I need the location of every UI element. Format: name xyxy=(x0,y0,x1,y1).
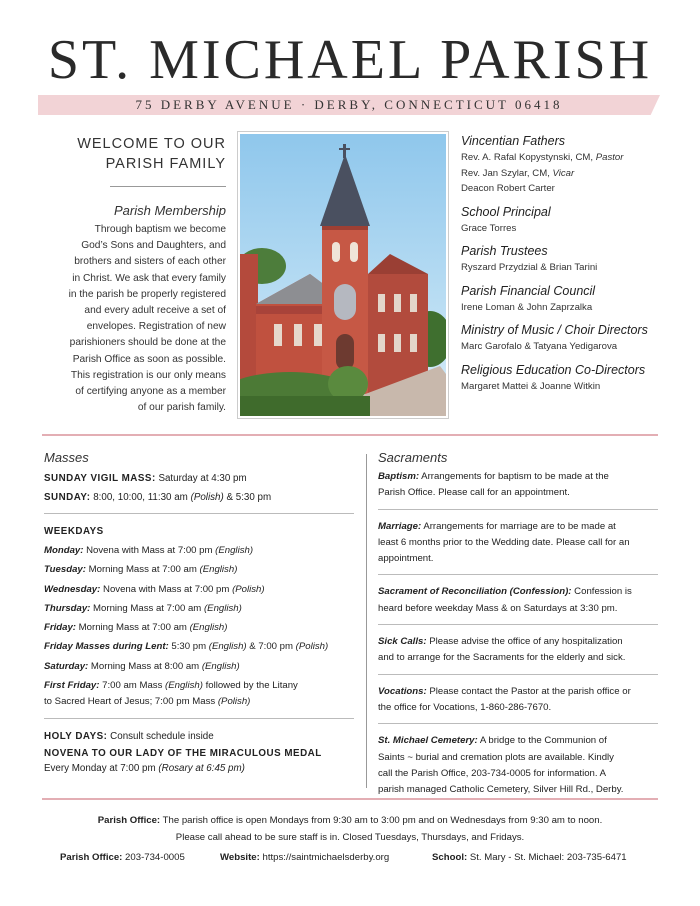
membership-line: in the parish be properly registered xyxy=(68,288,226,300)
membership-line: envelopes. Registration of new xyxy=(86,321,226,333)
weekday-day: Wednesday: xyxy=(44,583,101,595)
welcome-heading xyxy=(60,134,226,174)
sacrament-text: parish managed Catholic Cemetery, Silver Hill Rd., Derby. xyxy=(378,784,624,796)
staff-member-name: Margaret Mattei & Joanne Witkin xyxy=(461,380,601,392)
section-divider xyxy=(42,434,658,436)
staff-member xyxy=(461,221,691,237)
sacrament-line xyxy=(378,535,658,551)
membership-line: Parish Office as soon as possible. xyxy=(72,353,226,365)
staff-member-name: Deacon Robert Carter xyxy=(461,183,555,194)
staff-member xyxy=(461,260,691,276)
divider xyxy=(378,574,658,575)
sacrament-line xyxy=(378,485,658,501)
sacrament-line xyxy=(378,584,658,600)
novena-schedule: Every Monday at 7:00 pm (Rosary at 6:45 pm) xyxy=(44,763,245,775)
staff-member xyxy=(461,339,691,355)
staff-group-title: Ministry of Music / Choir Directors xyxy=(461,323,648,337)
sacrament-line xyxy=(378,551,658,567)
weekday-text: Novena with Mass at 7:00 pm xyxy=(100,583,233,595)
welcome-heading-line1: WELCOME TO OUR xyxy=(77,136,226,152)
weekday-mass xyxy=(44,560,354,579)
weekday-mass xyxy=(44,618,354,637)
membership-line: in Christ. We ask that every family xyxy=(72,272,226,284)
holy-days: HOLY DAYS: Consult schedule inside xyxy=(44,731,214,743)
website-link[interactable]: Website: https://saintmichaelsderby.org xyxy=(220,852,390,863)
sacrament-line xyxy=(378,650,658,666)
weekday-text: Morning Mass at 8:00 am xyxy=(88,660,202,672)
staff-member-name: Rev. Jan Szylar, CM, xyxy=(461,167,553,179)
weekday-lang: (English) xyxy=(215,545,254,556)
weekday-day: Saturday: xyxy=(44,660,89,672)
parish-title: ST. MICHAEL PARISH xyxy=(47,29,653,91)
sunday-masses: SUNDAY: 8:00, 10:00, 11:30 am (Polish) & 5:30 pm xyxy=(44,492,272,503)
divider xyxy=(44,718,354,719)
column-divider xyxy=(366,454,367,788)
membership-line: Through baptism we become xyxy=(94,224,226,235)
membership-line: God’s Sons and Daughters, and xyxy=(81,240,226,252)
weekday-mass xyxy=(44,637,354,656)
sacraments-list xyxy=(378,469,658,798)
membership-line: brothers and sisters of each other xyxy=(74,256,226,268)
sacrament-line xyxy=(378,782,658,798)
sacrament-text: the office for Vocations, 1-860-286-7670. xyxy=(378,701,552,713)
first-friday: First Friday: 7:00 am Mass (English) followed by the Litany xyxy=(44,680,298,692)
masses-section xyxy=(44,450,354,776)
staff-member-name: Ryszard Przydzial & Brian Tarini xyxy=(461,262,598,273)
sacrament-line xyxy=(378,601,658,617)
office-phone: Parish Office: 203-734-0005 xyxy=(60,852,185,863)
membership-title: Parish Membership xyxy=(114,203,226,218)
staff-group-title: Parish Financial Council xyxy=(461,283,596,298)
sacrament-text: appointment. xyxy=(378,553,434,565)
staff-member xyxy=(461,166,691,182)
sacrament-text: Saints ~ burial and cremation plots are available. Kindly xyxy=(378,751,614,763)
staff-group xyxy=(461,322,691,355)
staff-group xyxy=(461,133,691,197)
sacrament-item xyxy=(378,519,658,568)
sacraments-section xyxy=(378,450,658,798)
sacrament-key: St. Michael Cemetery: xyxy=(378,735,478,747)
weekday-day: Tuesday: xyxy=(44,564,86,576)
sacrament-line xyxy=(378,684,658,700)
weekday-list xyxy=(44,541,354,676)
divider xyxy=(110,186,226,187)
weekday-text: Novena with Mass at 7:00 pm xyxy=(83,545,216,556)
weekday-text: 5:30 pm xyxy=(168,641,209,653)
weekday-lang: (English) xyxy=(203,602,242,614)
sacrament-item xyxy=(378,584,658,617)
sacrament-line xyxy=(378,700,658,716)
staff-member xyxy=(461,150,691,166)
sacrament-line xyxy=(378,634,658,650)
divider xyxy=(378,674,658,675)
staff-member xyxy=(461,181,691,197)
staff-group-title: Vincentian Fathers xyxy=(461,134,565,148)
divider xyxy=(44,513,354,514)
weekday-mass xyxy=(44,580,354,599)
staff-group xyxy=(461,283,691,316)
membership-line: of certifying anyone as a member xyxy=(75,386,226,398)
sacrament-key: Sacrament of Reconciliation (Confession): xyxy=(378,586,572,598)
sacrament-item xyxy=(378,684,658,717)
sacraments-heading: Sacraments xyxy=(378,450,448,465)
weekday-mass xyxy=(44,657,354,676)
staff-member xyxy=(461,379,691,395)
sacrament-line xyxy=(378,519,658,535)
sacrament-item xyxy=(378,634,658,667)
sacrament-line xyxy=(378,733,658,749)
first-friday-line2: to Sacred Heart of Jesus; 7:00 pm Mass (Polish) xyxy=(44,696,251,708)
staff-member-role: Pastor xyxy=(595,152,624,163)
staff-member-name: Grace Torres xyxy=(461,222,517,234)
staff-group-title: Religious Education Co-Directors xyxy=(461,362,646,377)
staff-group xyxy=(461,362,691,395)
sacrament-text: least 6 months prior to the Wedding date. Please call for an xyxy=(378,536,630,548)
weekday-day: Monday: xyxy=(44,545,84,556)
weekday-day: Friday Masses during Lent: xyxy=(44,641,169,653)
staff-member-name: Rev. A. Rafal Kopystynski, CM, xyxy=(461,152,596,163)
weekday-lang2: (Polish) xyxy=(295,641,329,653)
sacrament-line xyxy=(378,766,658,782)
sacrament-text: Arrangements for marriage are to be made at xyxy=(421,520,616,532)
weekday-lang: (English) xyxy=(199,564,238,576)
weekday-lang: (Polish) xyxy=(232,583,265,595)
staff-group xyxy=(461,204,691,237)
sacrament-line xyxy=(378,469,658,485)
sunday-vigil: SUNDAY VIGIL MASS: Saturday at 4:30 pm xyxy=(44,473,247,484)
weekday-lang: (English) xyxy=(189,622,228,634)
staff-group xyxy=(461,243,691,276)
staff-group-title: Parish Trustees xyxy=(461,244,548,258)
weekday-text: Morning Mass at 7:00 am xyxy=(90,602,204,614)
sacrament-text: A bridge to the Communion of xyxy=(477,735,607,747)
section-divider xyxy=(42,798,658,800)
weekday-mass xyxy=(44,599,354,618)
sacrament-item xyxy=(378,469,658,502)
staff-member-role: Vicar xyxy=(552,167,575,179)
staff-group-title: School Principal xyxy=(461,204,551,219)
sacrament-text: Please contact the Pastor at the parish office or xyxy=(426,685,631,697)
sacrament-text: Please advise the office of any hospitalization xyxy=(426,636,623,648)
sacrament-text: Confession is xyxy=(571,586,632,598)
church-photo xyxy=(240,134,446,416)
weekday-text: Morning Mass at 7:00 am xyxy=(85,564,200,576)
weekday-day: Thursday: xyxy=(44,602,91,614)
membership-line: This registration is our only means xyxy=(70,369,226,381)
school-phone: School: St. Mary - St. Michael: 203-735-6471 xyxy=(432,852,627,863)
office-hours: Parish Office: The parish office is open Mondays from 9:30 am to 3:00 pm and on Wednesdays from 9:30 am to noon. Please call ahead to be sure staff is in. Closed Tuesdays, Thursdays, and Fridays. xyxy=(97,815,603,843)
parish-address: 75 DERBY AVENUE · DERBY, CONNECTICUT 06418 xyxy=(135,97,563,112)
weekday-text: Morning Mass at 7:00 am xyxy=(76,622,190,634)
sacrament-item xyxy=(378,733,658,798)
staff-member-name: Irene Loman & John Zaprzalka xyxy=(461,301,593,313)
divider xyxy=(378,509,658,510)
sacrament-key: Sick Calls: xyxy=(378,636,427,648)
sacrament-text: Arrangements for baptism to be made at the xyxy=(419,471,609,482)
weekday-lang: (English) xyxy=(201,660,240,672)
sacrament-text: Parish Office. Please call for an appointment. xyxy=(378,487,570,499)
membership-line: of our parish family. xyxy=(137,402,226,414)
membership-line: parishioners should be done at the xyxy=(69,337,226,349)
sacrament-text: call the Parish Office, 203-734-0005 for information. A xyxy=(378,767,607,779)
sacrament-key: Marriage: xyxy=(378,520,422,532)
weekday-mass xyxy=(44,541,354,560)
divider xyxy=(378,723,658,724)
sacrament-line xyxy=(378,750,658,766)
staff-member xyxy=(461,300,691,316)
novena-label: NOVENA TO OUR LADY OF THE MIRACULOUS MEDAL xyxy=(44,748,322,760)
sacrament-key: Vocations: xyxy=(378,685,427,697)
membership-line: and every adult receive a set of xyxy=(84,305,226,317)
parish-staff xyxy=(461,133,691,401)
masses-heading: Masses xyxy=(44,450,89,465)
staff-member-name: Marc Garofalo & Tatyana Yedigarova xyxy=(461,341,618,352)
weekday-tail: & 7:00 pm xyxy=(246,641,296,653)
weekday-lang: (English) xyxy=(208,641,247,653)
sacrament-key: Baptism: xyxy=(378,471,420,482)
divider xyxy=(378,624,658,625)
membership-text xyxy=(40,222,226,416)
weekday-day: Friday: xyxy=(44,622,76,634)
weekdays-label: WEEKDAYS xyxy=(44,526,104,537)
sacrament-text: heard before weekday Mass & on Saturdays at 3:30 pm. xyxy=(378,602,618,614)
welcome-heading-line2: PARISH FAMILY xyxy=(105,156,226,172)
sacrament-text: and to arrange for the Sacraments for the elderly and sick. xyxy=(378,652,626,664)
